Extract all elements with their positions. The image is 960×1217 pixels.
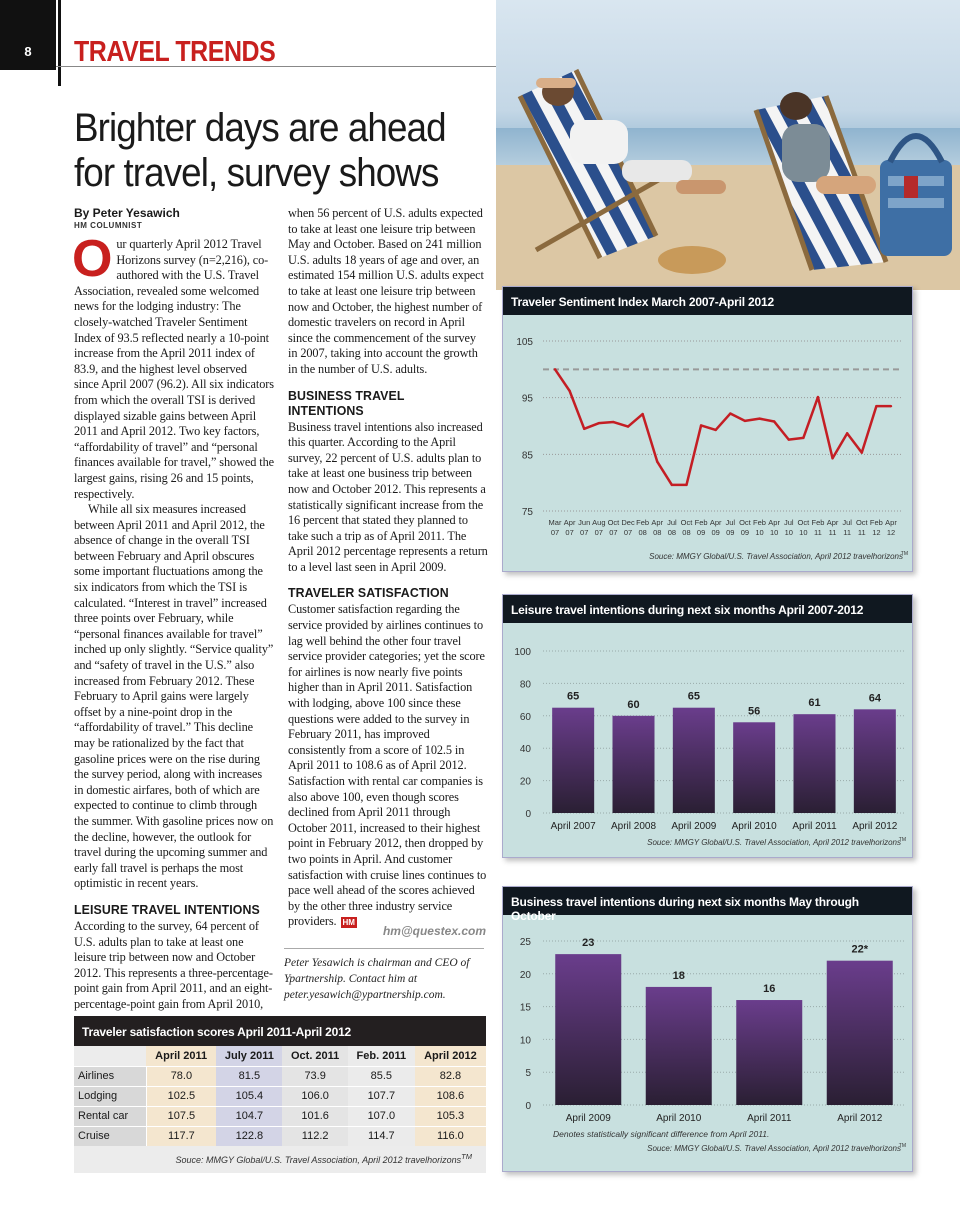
- chart-source: Souce: MMGY Global/U.S. Travel Association, April 2012 travelhorizons: [647, 838, 901, 847]
- y-tick-label: 0: [525, 1101, 531, 1112]
- table-cell: 105.3: [415, 1106, 486, 1126]
- chart-title: Traveler Sentiment Index March 2007-April 2012: [503, 287, 912, 315]
- y-tick-label: 0: [525, 809, 531, 820]
- paragraph: [288, 602, 488, 929]
- table-title: Traveler satisfaction scores April 2011-April 2012: [74, 1016, 486, 1046]
- table-cell: 107.5: [146, 1106, 216, 1126]
- table-row: [74, 1126, 486, 1146]
- table-cell: 106.0: [282, 1086, 347, 1106]
- x-tick-label-month: Apr: [885, 518, 897, 527]
- bar-value-label: 61: [808, 697, 821, 710]
- bar-value-label: 65: [687, 690, 700, 703]
- x-tick-label-year: 10: [799, 528, 808, 537]
- table-row-label: Airlines: [74, 1066, 146, 1086]
- leisure-bar-chart: [503, 623, 914, 859]
- bar: [555, 954, 621, 1105]
- data-point: [729, 412, 731, 414]
- table-source-tm: TM: [461, 1152, 472, 1161]
- y-tick-label: 105: [516, 337, 533, 348]
- bar: [794, 714, 836, 813]
- x-tick-label-month: Oct: [680, 518, 693, 527]
- x-tick-label-year: 07: [609, 528, 618, 537]
- x-tick-label: April 2012: [852, 821, 898, 832]
- x-tick-label-month: Apr: [826, 518, 839, 527]
- x-tick-label: April 2010: [731, 821, 777, 832]
- x-tick-label-year: 08: [667, 528, 677, 537]
- leisure-bar-chart-panel: [502, 594, 913, 858]
- y-tick-label: 5: [525, 1068, 531, 1080]
- data-point: [671, 484, 673, 486]
- x-tick-label-month: Feb: [753, 518, 766, 527]
- table-column-header: April 2011: [146, 1046, 216, 1066]
- x-tick-label-month: Oct: [607, 518, 620, 527]
- paragraph: According to the survey, 64 percent of U.S. adults plan to take at least one leisure trip between now and October 2012. This represents a three-percentage-point gain from April 2011, and an eight-percentage-point gain from April 2010,: [74, 918, 273, 1011]
- table-cell: 82.8: [415, 1066, 486, 1086]
- x-tick-label-year: 08: [638, 528, 647, 537]
- x-tick-label-month: Apr: [651, 518, 664, 527]
- y-tick-label: 15: [519, 1002, 531, 1014]
- chart-source: Souce: MMGY Global/U.S. Travel Association, April 2012 travelhorizons: [649, 552, 903, 561]
- data-point: [875, 405, 877, 407]
- x-tick-label-month: Apr: [563, 518, 576, 527]
- x-tick-label: April 2011: [747, 1113, 792, 1124]
- x-tick-label-year: 09: [711, 528, 720, 537]
- x-tick-label-year: 09: [740, 528, 750, 537]
- table-body: [74, 1066, 486, 1146]
- data-point: [583, 428, 585, 430]
- x-tick-label-month: Feb: [694, 518, 708, 527]
- tsi-line-chart-panel: [502, 286, 913, 572]
- table-cell: 85.5: [348, 1066, 415, 1086]
- table-cell: 78.0: [146, 1066, 216, 1086]
- table-row: [74, 1066, 486, 1086]
- bar-value-label: 18: [672, 969, 685, 982]
- bar-value-label: 22*: [851, 943, 869, 956]
- table-cell: 112.2: [282, 1126, 347, 1146]
- bar: [613, 716, 655, 813]
- x-tick-label-month: Apr: [709, 518, 722, 527]
- data-point: [802, 437, 804, 439]
- paragraph: when 56 percent of U.S. adults expected to take at least one leisure trip between May and October. Based on 241 million U.S. adults 18 years of age and over, an estimated 154 million U.S. adults expect to take at least one leisure trip between now and October, the highest number of domestic travelers on record in April since the commencement of the survey in 2007, taking into account the growth in the number of U.S. adults.: [288, 206, 484, 376]
- x-tick-label-month: Mar: [548, 518, 562, 527]
- x-tick-label: April 2007: [550, 821, 596, 832]
- table-source-text: Souce: MMGY Global/U.S. Travel Association, April 2012 travelhorizons: [175, 1155, 462, 1165]
- x-tick-label-month: Aug: [592, 518, 606, 527]
- x-tick-label-month: Jul: [842, 518, 852, 527]
- bar-value-label: 23: [582, 937, 595, 950]
- table-row: [74, 1106, 486, 1126]
- x-tick-label-month: Oct: [855, 518, 868, 527]
- table-cell: 122.8: [216, 1126, 282, 1146]
- y-tick-label: 20: [519, 776, 531, 788]
- data-point: [846, 432, 848, 434]
- x-tick-label-year: 10: [769, 528, 779, 537]
- paragraph-intro-text: ur quarterly April 2012 Travel Horizons survey (n=2,216), co-authored with the U.S. Travel Association, revealed some welcomed news for the lodging industry: The closely-watched Traveler Sentiment Index of 93.5 reflected nearly a 10-point increase from the April 2011 index of 83.9, and the highest level observed since April 2007 (96.2). All six indicators from which the overall TSI is derived displayed sizable gains between April 2011 and April 2012. Two key factors, “affordability of travel” and “personal finances available for travel,” showed the largest gains, rising 26 and 15 points, respectively.: [74, 237, 274, 501]
- table-row-label: Cruise: [74, 1126, 146, 1146]
- bar-value-label: 65: [567, 690, 580, 703]
- satisfaction-table-panel: [74, 1016, 486, 1173]
- data-point: [612, 421, 614, 423]
- x-tick-label-year: 09: [696, 528, 706, 537]
- table-header-blank: [74, 1046, 146, 1066]
- data-point: [890, 405, 892, 407]
- y-tick-label: 10: [519, 1035, 531, 1047]
- chart-title: Business travel intentions during next six months May through October: [503, 887, 912, 915]
- y-tick-label: 95: [521, 393, 533, 405]
- x-tick-label-year: 12: [886, 528, 896, 537]
- author-note-rule: [284, 948, 484, 949]
- chart-title: Leisure travel intentions during next six months April 2007-2012: [503, 595, 912, 623]
- table-cell: 107.7: [348, 1086, 415, 1106]
- contact-email-link[interactable]: hm@questex.com: [382, 924, 486, 938]
- table-cell: 114.7: [348, 1126, 415, 1146]
- table-column-header: July 2011: [216, 1046, 282, 1066]
- subhead-satisfaction: TRAVELER SATISFACTION: [288, 585, 449, 601]
- x-tick-label-month: Feb: [869, 518, 883, 527]
- tsi-series-line: [555, 369, 891, 485]
- y-tick-label: 60: [519, 711, 531, 723]
- data-point: [656, 461, 658, 463]
- x-tick-label-month: Feb: [636, 518, 650, 527]
- data-point: [773, 420, 775, 422]
- data-point: [831, 457, 833, 459]
- x-tick-label-month: Oct: [797, 518, 810, 527]
- x-tick-label-year: 11: [828, 528, 837, 537]
- data-point: [700, 424, 702, 426]
- x-tick-label-year: 11: [814, 528, 822, 537]
- paragraph-text: Customer satisfaction regarding the service provided by airlines continues to lag well behind the other four travel service provider categories; yet the score for airlines is now nearly five points higher than in April 2011. Satisfaction with lodging, above 100 since these questions were added to the survey in February 2011, has improved consistently from a score of 102.5 in April 2011 to 108.6 as of April 2012. Satisfaction with rental car companies is also above 100, even though scores declined from April 2011 through October 2011, increased to their highest point in February 2012, then dropped by two points in April. And customer satisfaction with cruise lines continues to pace well ahead of the scores achieved by the other three industry service providers.: [288, 602, 487, 929]
- chart-source-tm: TM: [900, 551, 908, 557]
- author-note: Peter Yesawich is chairman and CEO of Ypartnership. Contact him at peter.yesawich@ypartnership.com.: [284, 957, 470, 1001]
- x-tick-label-month: Jul: [667, 518, 677, 527]
- y-tick-label: 75: [521, 507, 533, 518]
- bar-value-label: 64: [868, 692, 881, 705]
- table-cell: 81.5: [216, 1066, 282, 1086]
- table-cell: 117.7: [146, 1126, 216, 1146]
- x-tick-label-year: 12: [872, 528, 881, 537]
- table-column-header: Feb. 2011: [348, 1046, 415, 1066]
- article-headline: Brighter days are ahead for travel, survey shows: [74, 106, 446, 195]
- subhead-leisure: LEISURE TRAVEL INTENTIONS: [74, 901, 260, 917]
- y-tick-label: 20: [519, 969, 531, 981]
- beach-chairs-photo: [496, 0, 960, 290]
- table-cell: 73.9: [282, 1066, 347, 1086]
- bar-value-label: 56: [748, 705, 761, 718]
- x-tick-label: April 2011: [792, 821, 837, 832]
- table-cell: 107.0: [348, 1106, 415, 1126]
- x-tick-label-year: 07: [580, 528, 589, 537]
- x-tick-label-month: Oct: [739, 518, 751, 527]
- x-tick-label-month: Apr: [768, 518, 780, 527]
- data-point: [758, 417, 760, 419]
- data-point: [744, 420, 746, 422]
- byline: By Peter Yesawich: [74, 206, 180, 220]
- bar-value-label: 60: [627, 698, 640, 711]
- data-point: [554, 368, 556, 370]
- x-tick-label-year: 07: [623, 528, 633, 537]
- x-tick-label: April 2010: [656, 1113, 702, 1124]
- x-tick-label-year: 08: [682, 528, 691, 537]
- x-tick-label-year: 08: [653, 528, 662, 537]
- paragraph: Business travel intentions also increased this quarter. According to the April survey, 22 percent of U.S. adults plan to take at least one business trip between now and October 2012. This represents a statistically significant increase from the 16 percent that stated they planned to take such a trip as of April 2011. The April 2012 percentage represents a return to a level last seen in April 2009.: [288, 419, 488, 574]
- bar-value-label: 16: [763, 983, 776, 996]
- chart-source: Souce: MMGY Global/U.S. Travel Association, April 2012 travelhorizons: [647, 1144, 901, 1153]
- chart-source-tm: TM: [898, 837, 906, 843]
- table-column-header: Oct. 2011: [282, 1046, 347, 1066]
- data-point: [714, 429, 716, 431]
- data-point: [641, 413, 643, 415]
- data-point: [568, 390, 570, 392]
- table-row-label: Rental car: [74, 1106, 146, 1126]
- article-column-1: [72, 230, 274, 1013]
- table-cell: 104.7: [216, 1106, 282, 1126]
- x-tick-label: April 2012: [837, 1113, 883, 1124]
- table-cell: 116.0: [415, 1126, 486, 1146]
- byline-title: HM COLUMNIST: [74, 221, 143, 230]
- x-tick-label: April 2008: [610, 821, 657, 832]
- x-tick-label: April 2009: [565, 1113, 611, 1124]
- data-point: [861, 451, 863, 453]
- subhead-business: BUSINESS TRAVEL INTENTIONS: [288, 387, 405, 418]
- data-point: [788, 438, 790, 440]
- hm-end-mark: HM: [342, 918, 355, 928]
- table-source: [74, 1146, 486, 1173]
- bar: [854, 709, 896, 813]
- bar: [827, 961, 893, 1105]
- page-number: 8: [0, 0, 56, 70]
- y-tick-label: 25: [519, 937, 531, 948]
- bar: [552, 708, 594, 813]
- data-point: [817, 396, 819, 398]
- table-cell: 102.5: [146, 1086, 216, 1106]
- x-tick-label-year: 11: [843, 528, 852, 537]
- header-vertical-rule: [58, 0, 61, 86]
- table-row-label: Lodging: [74, 1086, 146, 1106]
- x-tick-label-year: 09: [726, 528, 735, 537]
- chart-note: Denotes statistically significant difference from April 2011.: [553, 1129, 770, 1139]
- x-tick-label-month: Feb: [811, 518, 825, 527]
- drop-cap: O: [72, 230, 113, 288]
- x-tick-label-month: Jul: [725, 518, 736, 527]
- x-tick-label-month: Jun: [578, 518, 591, 527]
- data-point: [685, 484, 687, 486]
- y-tick-label: 85: [521, 450, 533, 462]
- table-row: [74, 1086, 486, 1106]
- table-column-header: April 2012: [415, 1046, 486, 1066]
- satisfaction-table: [74, 1046, 486, 1146]
- x-tick-label-month: Jul: [783, 518, 794, 527]
- table-cell: 108.6: [415, 1086, 486, 1106]
- data-point: [627, 425, 629, 427]
- x-tick-label-year: 07: [550, 528, 560, 537]
- tsi-line-chart: [503, 315, 914, 573]
- table-cell: 101.6: [282, 1106, 347, 1126]
- x-tick-label: April 2009: [671, 821, 717, 832]
- bar: [736, 1000, 802, 1105]
- x-tick-label-year: 07: [594, 528, 603, 537]
- table-cell: 105.4: [216, 1086, 282, 1106]
- beach-chairs-illustration: [496, 0, 960, 290]
- y-tick-label: 100: [514, 647, 531, 658]
- business-bar-chart: [503, 915, 914, 1173]
- bar: [733, 722, 775, 813]
- paragraph-intro: [72, 230, 274, 502]
- x-tick-label-year: 11: [857, 528, 866, 537]
- y-tick-label: 80: [519, 679, 531, 691]
- x-tick-label-month: Dec: [621, 518, 635, 527]
- table-header-row: [74, 1046, 486, 1066]
- data-point: [598, 422, 600, 424]
- section-title: TRAVEL TRENDS: [74, 36, 276, 68]
- x-tick-label-year: 10: [755, 528, 764, 537]
- chart-source-tm: TM: [898, 1143, 906, 1149]
- article-column-2: [288, 206, 488, 930]
- y-tick-label: 40: [519, 744, 531, 756]
- paragraph: While all six measures increased between April 2011 and April 2012, the absence of change in the overall TSI between February and April obscures some important fluctuations among the six indicators from which the TSI is calculated. “Interest in travel” increased three points over February, while “personal finances available for travel” inched up only slightly. “Service quality” and “safety of travel in the U.S.” also increased from February 2012. These February to April gains were largely offset by a nine-point drop in the “affordability of travel.” This decline may be rationalized by the fact that gasoline prices were on the rise during the survey period, along with increases in domestic airfares, both of which are expected to continue to climb through the summer. With gasoline prices now on the decline, however, the outlook for travel during the upcoming summer and early fall travel is perhaps the most optimistic in recent years.: [74, 502, 274, 891]
- x-tick-label-year: 10: [784, 528, 793, 537]
- bar: [646, 987, 712, 1105]
- business-bar-chart-panel: [502, 886, 913, 1172]
- x-tick-label-year: 07: [565, 528, 574, 537]
- bar: [673, 708, 715, 813]
